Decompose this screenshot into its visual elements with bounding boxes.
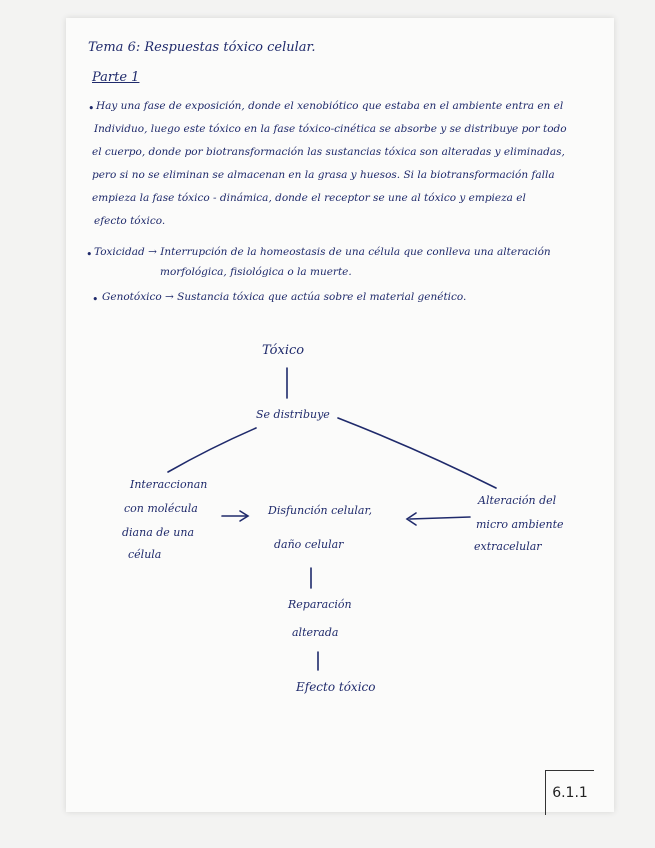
paragraph-line-2: Individuo, luego este tóxico en la fase tóxico-cinética se absorbe y se distribuye por todo (94, 123, 567, 135)
node-reparacion-line-2: alterada (292, 626, 339, 639)
genotoxico-bullet: • (92, 293, 99, 306)
node-interaccionan-line-1: Interaccionan (130, 478, 208, 491)
node-alteracion-line-3: extracelular (474, 540, 542, 553)
node-toxico: Tóxico (262, 343, 305, 358)
part-heading: Parte 1 (92, 70, 140, 85)
node-disfuncion-line-1: Disfunción celular, (268, 504, 373, 517)
arrow-alteracion-disfuncion (410, 517, 470, 519)
paragraph-line-1: Hay una fase de exposición, donde el xenobiótico que estaba en el ambiente entra en el (96, 100, 564, 112)
node-reparacion-line-1: Reparación (288, 598, 352, 611)
node-disfuncion-line-2: daño celular (274, 538, 344, 551)
node-efecto: Efecto tóxico (296, 680, 376, 694)
node-alteracion-line-2: micro ambiente (476, 518, 564, 531)
node-interaccionan-line-3: diana de una (122, 526, 195, 539)
paragraph-line-3: el cuerpo, donde por biotransformación las sustancias tóxica son alteradas y eliminadas, (92, 146, 565, 158)
node-interaccionan-line-2: con molécula (124, 502, 198, 515)
node-alteracion-line-1: Alteración del (478, 494, 557, 507)
page-number: 6.1.1 (545, 770, 594, 815)
toxicidad-line-1: Toxicidad → Interrupción de la homeostasis de una célula que conlleva una alteración (94, 246, 551, 258)
paragraph-line-4: pero si no se eliminan se almacenan en la grasa y huesos. Si la biotransformación falla (92, 169, 555, 181)
paragraph-bullet: • (88, 102, 95, 115)
paragraph-line-5: empieza la fase tóxico - dinámica, donde el receptor se une al tóxico y empieza el (92, 192, 526, 204)
genotoxico-line: Genotóxico → Sustancia tóxica que actúa sobre el material genético. (102, 291, 467, 303)
toxicidad-bullet: • (86, 248, 93, 261)
connector-distribuye-alteracion (338, 418, 496, 488)
page-title: Tema 6: Respuestas tóxico celular. (88, 40, 316, 55)
paragraph-line-6: efecto tóxico. (94, 215, 166, 227)
node-distribuye: Se distribuye (256, 408, 330, 421)
toxicidad-line-2: morfológica, fisiológica o la muerte. (160, 266, 352, 278)
connector-distribuye-interaccionan (168, 428, 256, 472)
node-interaccionan-line-4: célula (128, 548, 162, 561)
